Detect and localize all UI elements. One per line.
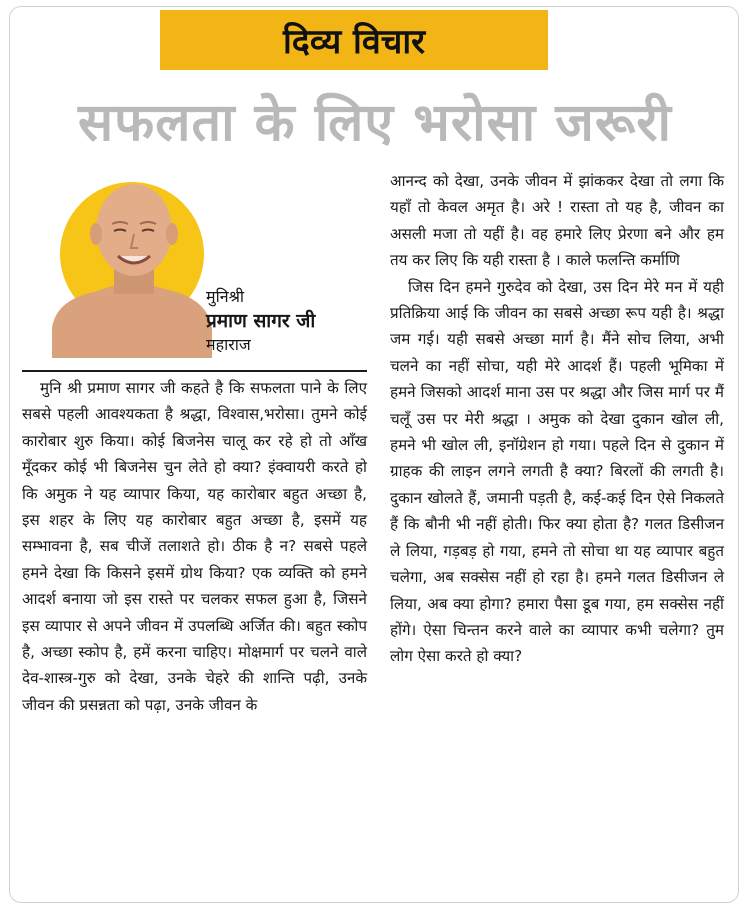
column-label: दिव्य विचार bbox=[282, 22, 426, 62]
author-title: मुनिश्री bbox=[206, 287, 245, 306]
author-suffix: महाराज bbox=[206, 335, 251, 354]
article-column-left bbox=[22, 375, 367, 718]
author-name: प्रमाण सागर जी bbox=[206, 310, 316, 332]
article-headline: सफलता के लिए भरोसा जरूरी bbox=[77, 93, 673, 153]
author-block bbox=[46, 168, 366, 368]
article-paragraph: मुनि श्री प्रमाण सागर जी कहते है कि सफलता पाने के लिए सबसे पहली आवश्यकता है श्रद्धा, विश्वास,भरोसा। तुमने कोई कारोबार शुरु किया। कोई बिजनेस चालू कर रहे हो तो आँख मूँदकर कोई भी बिजनेस चुन लेते हो क्या? इंक्वायरी करते हो कि अमुक ने यह व्यापार किया, यह कारोबार बहुत अच्छा है, इस शहर के लिए यह कारोबार बहुत अच्छा है, इसमें यह सम्भावना है, सब चीजें तलाशते हो। ठीक है न? सबसे पहले हमने देखा कि किसने इसमें ग्रोथ किया? एक व्यक्ति को हमने आदर्श बनाया जो इस रास्ते पर चलकर सफल हुआ है, जिसने इस व्यापार से अपने जीवन में उपलब्धि अर्जित की। बहुत स्कोप है, अच्छा स्कोप है, हमें करना चाहिए। मोक्षमार्ग पर चलने वाले देव-शास्त्र-गुरु को देखा, उनके चेहरे की शान्ति पढ़ी, उनके जीवन की प्रसन्नता को पढ़ा, उनके जीवन के bbox=[22, 379, 367, 714]
author-photo bbox=[46, 168, 216, 358]
article-paragraph: आनन्द को देखा, उनके जीवन में झांककर देखा तो लगा कि यहाँ तो केवल अमृत है। अरे ! रास्ता तो यह है, जीवन का असली मजा तो यहीं है। वह हमारे लिए प्रेरणा बने और हम तय कर लिए कि यही रास्ता है । काले फलन्ति कर्माणि bbox=[390, 172, 724, 270]
author-credit bbox=[206, 286, 315, 356]
column-divider bbox=[22, 370, 367, 372]
column-banner bbox=[160, 10, 548, 70]
article-paragraph: जिस दिन हमने गुरुदेव को देखा, उस दिन मेरे मन में यही प्रतिक्रिया आई कि जीवन का सबसे अच्छा रूप यही है। श्रद्धा जम गई। यही सबसे अच्छा मार्ग है। मैंने सोच लिया, अभी चलने का नहीं सोचा, यही मेरे आदर्श हैं। पहली भूमिका में हमने जिसको आदर्श माना उस पर श्रद्धा और जिस मार्ग पर मैं चलूँ उस पर मेरी श्रद्धा । अमुक को देखा दुकान खोल ली, हमने भी खोल ली, इनॉग्रेशन हो गया। पहले दिन से दुकान में ग्राहक की लाइन लगने लगती है क्या? बिरलों की लगती है। दुकान खोलते हैं, जमानी पड़ती है, कई-कई दिन ऐसे निकलते हैं कि बौनी भी नहीं होती। फिर क्या होता है? गलत डिसीजन ले लिया, गड़बड़ हो गया, हमने तो सोचा था यह व्यापार बहुत चलेगा, अब सक्सेस नहीं हो रहा है। हमने गलत डिसीजन ले लिया, अब क्या होगा? हमारा पैसा डूब गया, हम सक्सेस नहीं होंगे। ऐसा चिन्तन करने वाले का व्यापार कभी चलेगा? तुम लोग ऐसा करते हो क्या? bbox=[390, 277, 724, 666]
article-column-right bbox=[390, 168, 724, 670]
